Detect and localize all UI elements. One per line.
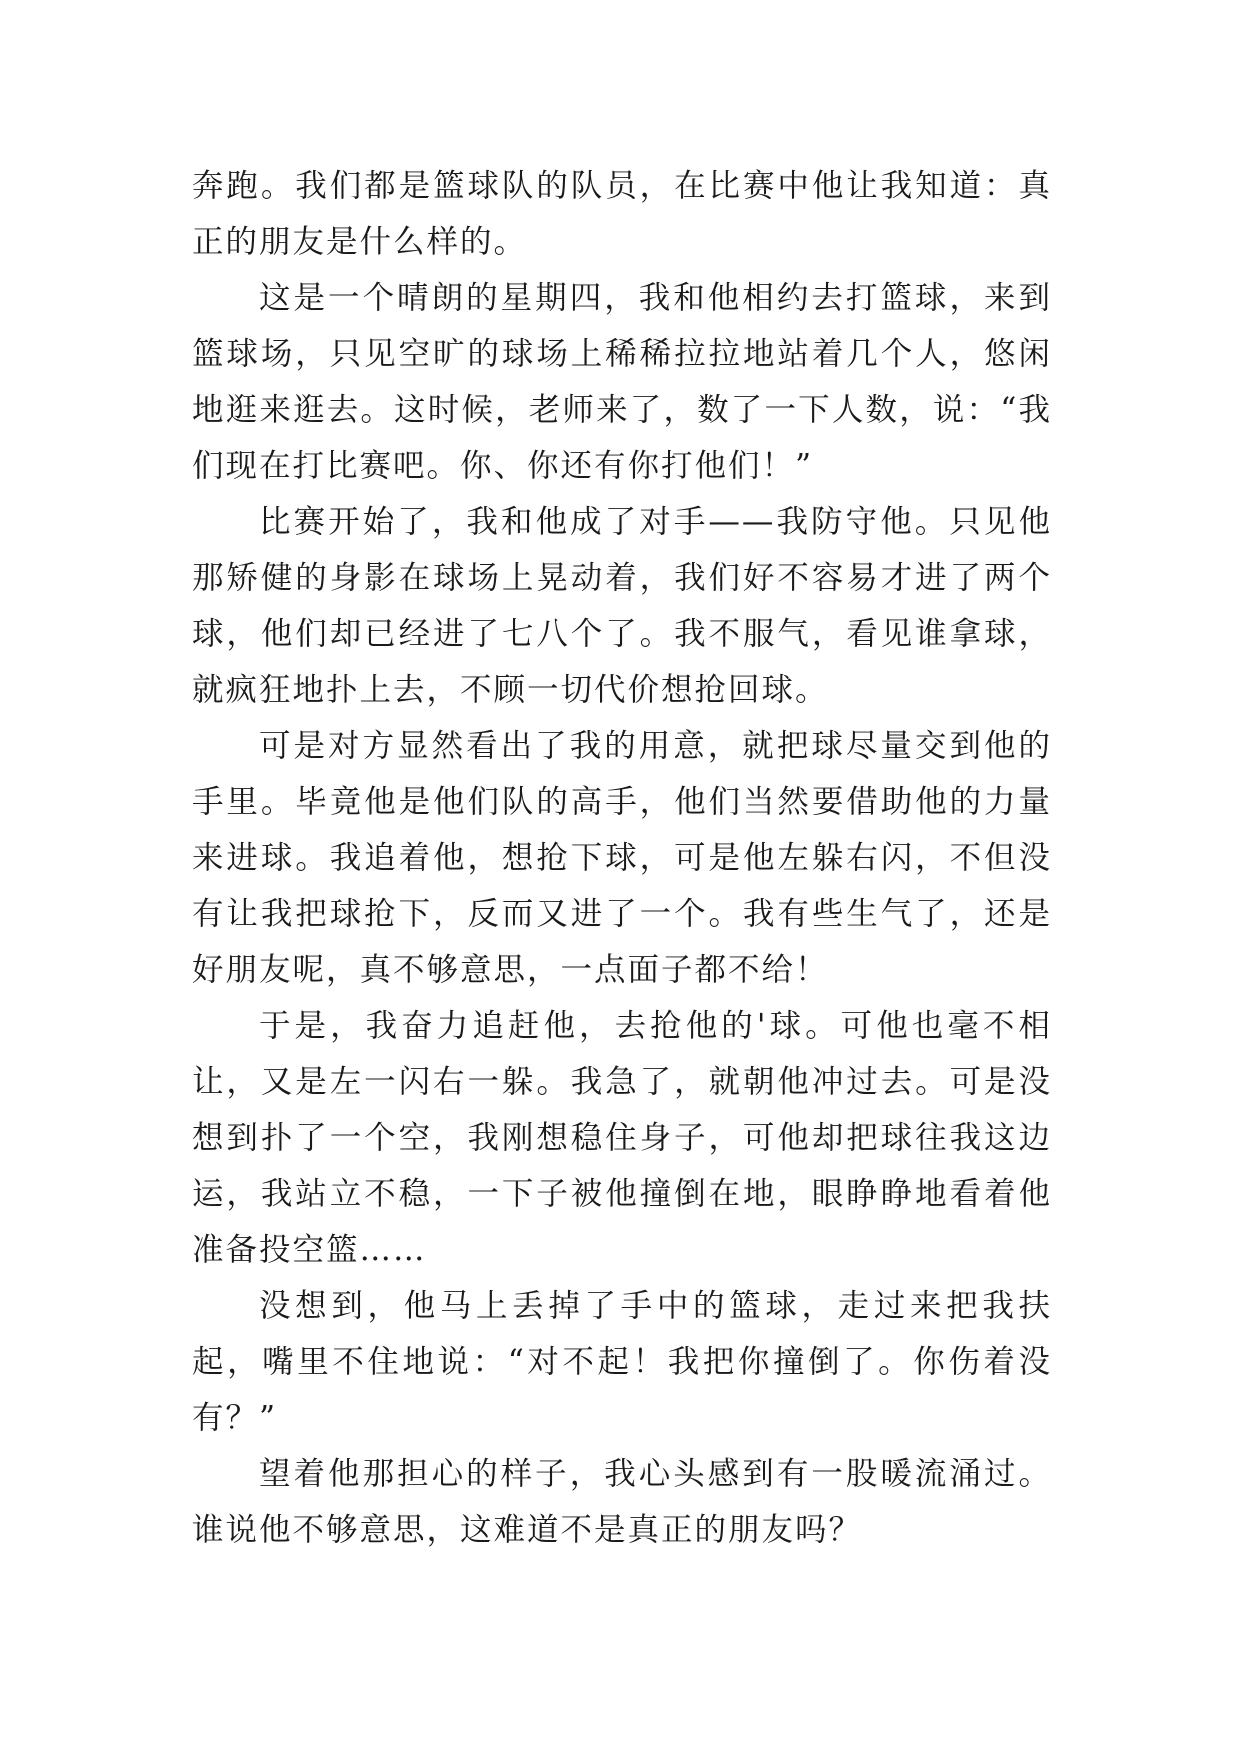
paragraph-6: 没想到，他马上丢掉了手中的篮球，走过来把我扶起，嘴里不住地说：“对不起！我把你撞倒了。你伤着没有？” (192, 1288, 1052, 1436)
paragraph-5: 于是，我奋力追赶他，去抢他的'球。可他也毫不相让，又是左一闪右一躲。我急了，就朝他冲过去。可是没想到扑了一个空，我刚想稳住身子，可他却把球往我这边运，我站立不稳，一下子被他撞倒在地，眼睁睁地看着他准备投空篮…… (192, 1008, 1052, 1268)
paragraph-2: 这是一个晴朗的星期四，我和他相约去打篮球，来到篮球场，只见空旷的球场上稀稀拉拉地站着几个人，悠闲地逛来逛去。这时候，老师来了，数了一下人数，说：“我们现在打比赛吧。你、你还有你打他们！” (192, 280, 1052, 484)
document-body (192, 158, 1052, 1558)
paragraph-3: 比赛开始了，我和他成了对手——我防守他。只见他那矫健的身影在球场上晃动着，我们好不容易才进了两个球，他们却已经进了七八个了。我不服气，看见谁拿球，就疯狂地扑上去，不顾一切代价想抢回球。 (192, 504, 1052, 708)
paragraph-7: 望着他那担心的样子，我心头感到有一股暖流涌过。谁说他不够意思，这难道不是真正的朋友吗？ (192, 1456, 1052, 1548)
paragraph-1: 奔跑。我们都是篮球队的队员，在比赛中他让我知道：真正的朋友是什么样的。 (192, 168, 1052, 260)
paragraph-4: 可是对方显然看出了我的用意，就把球尽量交到他的手里。毕竟他是他们队的高手，他们当然要借助他的力量来进球。我追着他，想抢下球，可是他左躲右闪，不但没有让我把球抢下，反而又进了一个。我有些生气了，还是好朋友呢，真不够意思，一点面子都不给！ (192, 728, 1052, 988)
